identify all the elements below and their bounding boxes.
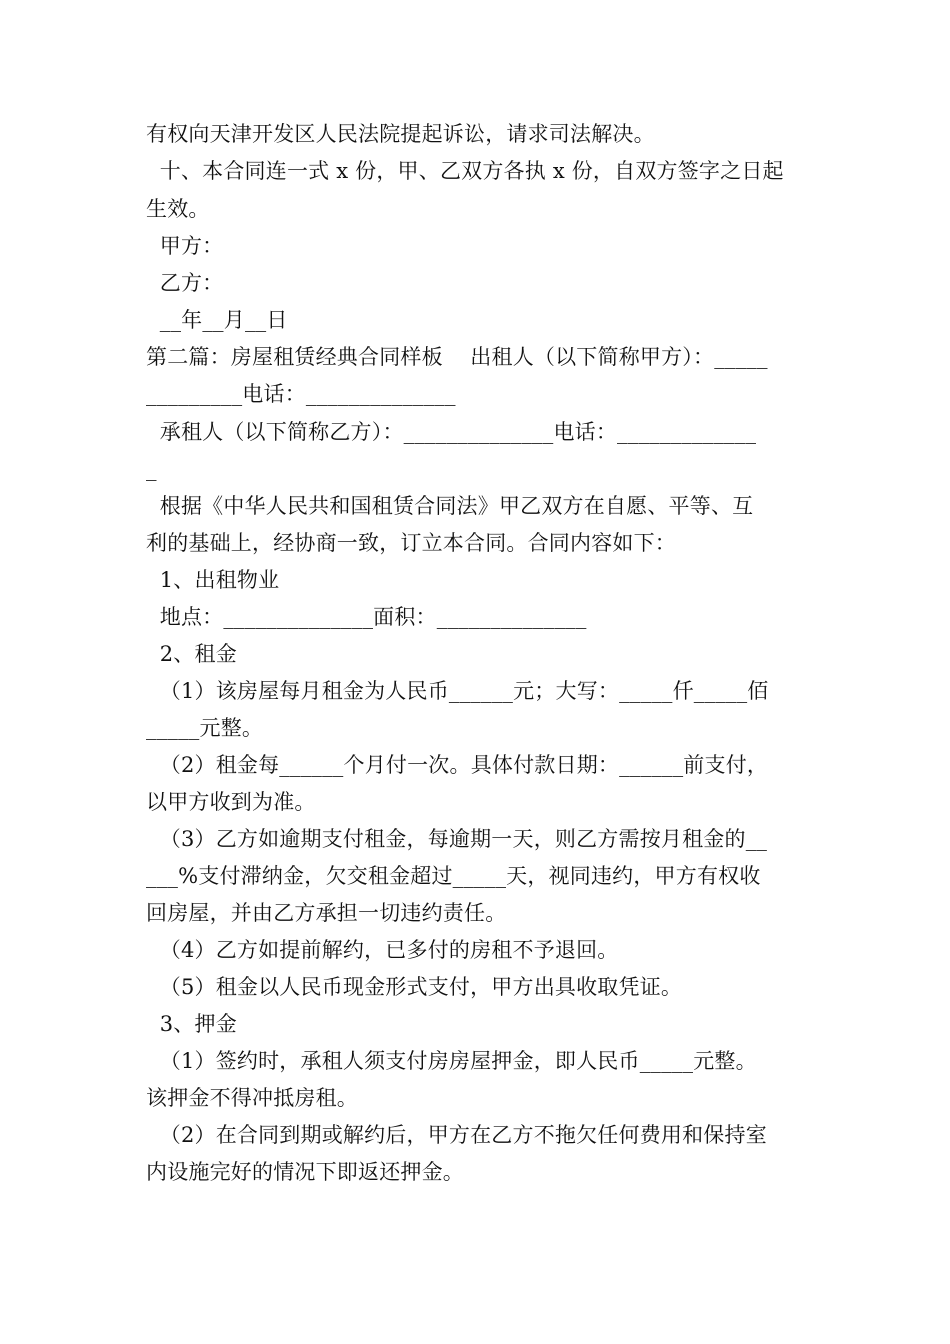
text-line: 第二篇：房屋租赁经典合同样板 出租人（以下简称甲方）：_____ bbox=[146, 345, 768, 369]
text-line: 回房屋，并由乙方承担一切违约责任。 bbox=[146, 901, 507, 925]
text-line: 十、本合同连一式 x 份，甲、乙双方各执 x 份，自双方签字之日起 bbox=[146, 159, 784, 183]
text-line: 2、租金 bbox=[146, 642, 237, 666]
text-line: （4）乙方如提前解约，已多付的房租不予退回。 bbox=[146, 938, 619, 962]
text-line: __年__月__日 bbox=[146, 308, 288, 332]
text-line: 生效。 bbox=[146, 197, 210, 221]
text-line: 有权向天津开发区人民法院提起诉讼，请求司法解决。 bbox=[146, 122, 655, 146]
text-line: 地点：______________面积：______________ bbox=[146, 605, 587, 629]
text-line: _________电话：______________ bbox=[146, 382, 456, 406]
text-line: （1）签约时，承租人须支付房房屋押金，即人民币_____元整。 bbox=[146, 1049, 757, 1073]
text-line: 1、出租物业 bbox=[146, 568, 280, 592]
text-line: （2）租金每______个月付一次。具体付款日期：______前支付， bbox=[146, 753, 769, 777]
text-line: ___%支付滞纳金，欠交租金超过_____天，视同违约，甲方有权收 bbox=[146, 864, 761, 888]
text-line: （3）乙方如逾期支付租金，每逾期一天，则乙方需按月租金的__ bbox=[146, 827, 768, 851]
text-line: 乙方： bbox=[146, 271, 224, 295]
text-line: 3、押金 bbox=[146, 1012, 237, 1036]
text-line: 承租人（以下简称乙方）：______________电话：_____________ bbox=[146, 420, 757, 444]
text-line: （1）该房屋每月租金为人民币______元；大写：_____仟_____佰 bbox=[146, 679, 769, 703]
text-line: _ bbox=[146, 457, 157, 481]
text-line: 甲方： bbox=[146, 234, 224, 258]
text-line: （2）在合同到期或解约后，甲方在乙方不拖欠任何费用和保持室 bbox=[146, 1123, 767, 1147]
text-line: 内设施完好的情况下即返还押金。 bbox=[146, 1160, 464, 1184]
text-line: 以甲方收到为准。 bbox=[146, 790, 316, 814]
text-line: 根据《中华人民共和国租赁合同法》甲乙双方在自愿、平等、互 bbox=[146, 494, 754, 518]
text-line: 该押金不得冲抵房租。 bbox=[146, 1086, 358, 1110]
text-line: _____元整。 bbox=[146, 716, 264, 740]
text-line: （5）租金以人民币现金形式支付，甲方出具收取凭证。 bbox=[146, 975, 683, 999]
text-line: 利的基础上，经协商一致，订立本合同。合同内容如下： bbox=[146, 531, 676, 555]
